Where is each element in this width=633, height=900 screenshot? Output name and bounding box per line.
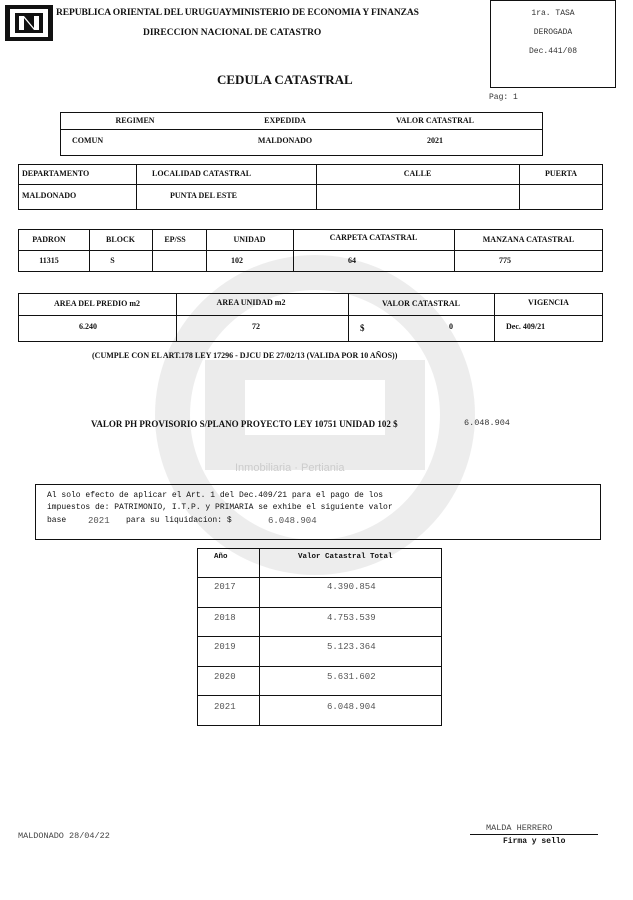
tasa-line2: DEROGADA — [533, 28, 573, 37]
value-area-predio: 6.240 — [79, 322, 97, 331]
value-currency: $ — [360, 323, 365, 333]
row-value: 5.631.602 — [327, 672, 376, 682]
value-valor-year: 2021 — [427, 136, 443, 145]
header-valor-catastral-2: VALOR CATASTRAL — [381, 299, 460, 308]
page-number: Pag: 1 — [489, 93, 518, 102]
valor-ph-value: 6.048.904 — [464, 418, 510, 428]
liquidacion-year: 2021 — [88, 516, 110, 526]
cumple-notice: (CUMPLE CON EL ART.178 LEY 17296 - DJCU DE 27/02/13 (VALIDA POR 10 AÑOS)) — [92, 351, 398, 360]
row-value: 4.390.854 — [327, 582, 376, 592]
liquidacion-line1: Al solo efecto de aplicar el Art. 1 del Dec.409/21 para el pago de los — [47, 491, 384, 500]
value-block: S — [110, 256, 115, 265]
header-block: BLOCK — [106, 235, 135, 244]
value-departamento: MALDONADO — [22, 191, 77, 200]
place-date: MALDONADO 28/04/22 — [18, 831, 110, 841]
header-valor-catastral: VALOR CATASTRAL — [395, 116, 474, 125]
row-year: 2018 — [214, 613, 236, 623]
value-padron: 11315 — [39, 256, 59, 265]
header-puerta: PUERTA — [544, 169, 577, 178]
value-unidad: 102 — [231, 256, 243, 265]
dnc-logo-icon — [4, 4, 54, 42]
row-year: 2020 — [214, 672, 236, 682]
header-area-predio: AREA DEL PREDIO m2 — [53, 299, 140, 308]
liquidacion-line2: impuestos de: PATRIMONIO, I.T.P. y PRIMARIA se exhibe el siguiente valor — [47, 503, 393, 512]
row-year: 2021 — [214, 702, 236, 712]
table-divider — [197, 577, 442, 578]
values-by-year-table — [197, 548, 442, 726]
signer-name: MALDA HERRERO — [486, 823, 553, 833]
watermark-text: Inmobiliaria · Pertiania — [235, 462, 345, 474]
header-unidad: UNIDAD — [233, 235, 266, 244]
table-divider — [18, 250, 603, 251]
table-divider — [136, 164, 137, 210]
document-title: CEDULA CATASTRAL — [217, 72, 353, 87]
value-valor-catastral: 0 — [449, 322, 453, 331]
header-direccion: DIRECCION NACIONAL DE CATASTRO — [143, 28, 322, 38]
liquidacion-base-label: base — [47, 516, 67, 525]
value-localidad: PUNTA DEL ESTE — [170, 191, 237, 200]
value-expedida: MALDONADO — [257, 136, 313, 145]
table-divider — [259, 548, 260, 726]
header-ep-ss: EP/SS — [164, 235, 186, 244]
table-divider — [197, 607, 442, 608]
table-divider — [60, 129, 543, 130]
value-area-unidad: 72 — [252, 322, 260, 331]
row-value: 6.048.904 — [327, 702, 376, 712]
header-departamento: DEPARTAMENTO — [22, 169, 90, 178]
header-carpeta: CARPETA CATASTRAL — [329, 233, 418, 242]
row-year: 2019 — [214, 642, 236, 652]
signature-label: Firma y sello — [503, 837, 566, 846]
header-ministry: REPUBLICA ORIENTAL DEL URUGUAYMINISTERIO DE ECONOMIA Y FINANZAS — [56, 8, 419, 18]
liquidacion-value: 6.048.904 — [268, 516, 317, 526]
header-regimen: REGIMEN — [115, 116, 155, 125]
header-manzana: MANZANA CATASTRAL — [482, 235, 575, 244]
valor-ph-label: VALOR PH PROVISORIO S/PLANO PROYECTO LEY 10751 UNIDAD 102 $ — [91, 419, 398, 429]
header-vigencia: VIGENCIA — [528, 298, 569, 307]
value-manzana: 775 — [499, 256, 511, 265]
tasa-line3: Dec.441/08 — [528, 47, 577, 56]
header-padron: PADRON — [32, 235, 66, 244]
table-divider — [197, 636, 442, 637]
header-area-unidad: AREA UNIDAD m2 — [216, 298, 286, 307]
signature-line — [470, 834, 598, 835]
header-ano: Año — [214, 553, 228, 561]
value-carpeta: 64 — [348, 256, 356, 265]
row-year: 2017 — [214, 582, 236, 592]
row-value: 4.753.539 — [327, 613, 376, 623]
table-divider — [197, 695, 442, 696]
table-divider — [197, 666, 442, 667]
tasa-line1: 1ra. TASA — [531, 9, 575, 18]
table-divider — [18, 184, 603, 185]
row-value: 5.123.364 — [327, 642, 376, 652]
header-calle: CALLE — [403, 169, 432, 178]
table-divider — [18, 315, 603, 316]
value-vigencia: Dec. 409/21 — [506, 322, 546, 331]
header-valor-total: Valor Catastral Total — [298, 553, 393, 561]
liquidacion-para-label: para su liquidacion: $ — [126, 516, 232, 525]
value-regimen: COMUN — [72, 136, 104, 145]
header-localidad: LOCALIDAD CATASTRAL — [152, 169, 252, 178]
header-expedida: EXPEDIDA — [264, 116, 306, 125]
